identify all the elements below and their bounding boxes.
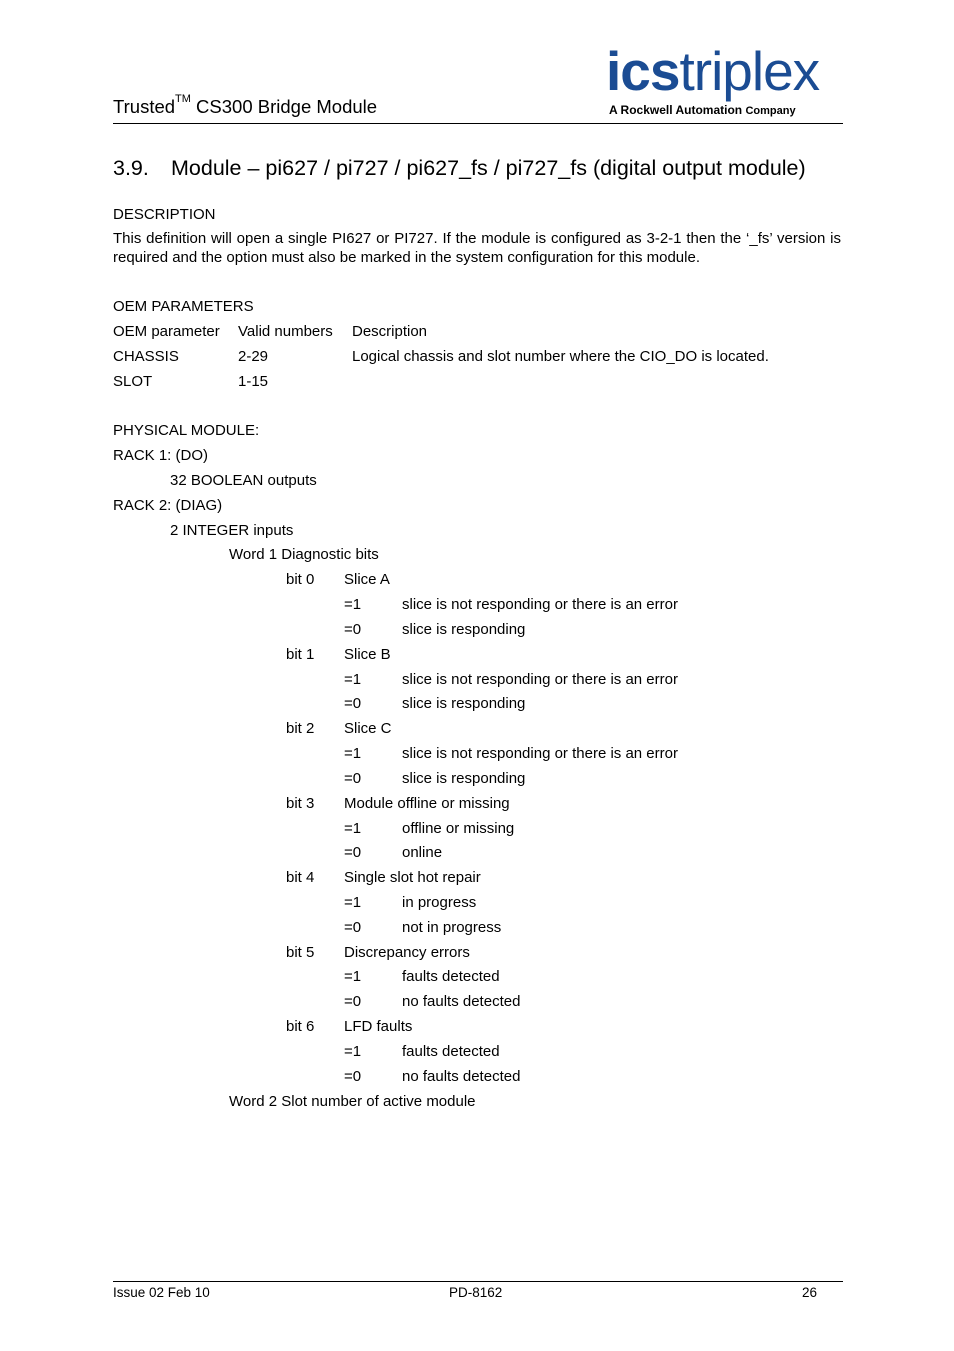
bit-value-meaning: offline or missing — [402, 820, 515, 837]
bit-label: bit 2 — [286, 720, 315, 737]
logo-tagline-text: A Rockwell Automation — [609, 103, 743, 117]
section-title: Module – pi627 / pi727 / pi627_fs / pi727_fs (digital output module) — [171, 156, 806, 180]
header-divider — [113, 123, 843, 124]
oem-row-chassis-param: CHASSIS — [113, 348, 179, 365]
oem-row-slot-range: 1-15 — [238, 373, 269, 390]
bit-value-code: =1 — [344, 671, 362, 688]
ics-triplex-logo — [606, 40, 842, 120]
bit-name: Module offline or missing — [344, 795, 510, 812]
bit-value-code: =1 — [344, 968, 362, 985]
bit-value-code: =0 — [344, 844, 362, 861]
bit-value-code: =0 — [344, 919, 362, 936]
bit-value-code: =0 — [344, 770, 362, 787]
logo-wordmark — [606, 40, 820, 102]
bit-value-meaning: faults detected — [402, 968, 500, 985]
title-suffix: CS300 Bridge Module — [190, 96, 378, 117]
footer-divider — [113, 1281, 843, 1282]
logo-company: Company — [745, 105, 796, 117]
rack1-label: RACK 1: (DO) — [113, 447, 209, 464]
bit-label: bit 0 — [286, 571, 315, 588]
logo-tagline — [609, 103, 796, 117]
description-text: This definition will open a single PI627 or PI727. If the module is configured as 3-2-1 then the ‘_fs’ version is required and the option must also be marked in the system configuration for this module. — [113, 230, 841, 266]
bit-label: bit 5 — [286, 944, 315, 961]
bit-value-meaning: slice is responding — [402, 695, 526, 712]
bit-label: bit 4 — [286, 869, 315, 886]
word1-label: Word 1 Diagnostic bits — [229, 546, 379, 563]
oem-row-chassis-range: 2-29 — [238, 348, 269, 365]
bit-name: Discrepancy errors — [344, 944, 470, 961]
oem-col-parameter: OEM parameter — [113, 323, 220, 340]
bit-name: LFD faults — [344, 1018, 413, 1035]
footer-doc-number: PD-8162 — [449, 1285, 503, 1300]
physical-heading: PHYSICAL MODULE: — [113, 422, 260, 439]
logo-ics: ics — [606, 40, 680, 102]
oem-heading: OEM PARAMETERS — [113, 298, 254, 315]
bit-value-meaning: faults detected — [402, 1043, 500, 1060]
trademark-superscript: TM — [175, 93, 191, 105]
section-heading — [113, 156, 806, 181]
bit-value-meaning: no faults detected — [402, 993, 521, 1010]
bit-name: Single slot hot repair — [344, 869, 481, 886]
bit-value-meaning: slice is not responding or there is an error — [402, 745, 678, 762]
bit-name: Slice A — [344, 571, 390, 588]
bit-value-meaning: online — [402, 844, 443, 861]
bit-value-code: =0 — [344, 1068, 362, 1085]
title-prefix: Trusted — [113, 96, 176, 117]
bit-value-meaning: in progress — [402, 894, 477, 911]
bit-name: Slice C — [344, 720, 392, 737]
oem-col-valid-numbers: Valid numbers — [238, 323, 333, 340]
bit-label: bit 3 — [286, 795, 315, 812]
bit-name: Slice B — [344, 646, 391, 663]
logo-triplex: triplex — [679, 40, 820, 102]
section-number: 3.9. — [113, 156, 149, 180]
footer-page-number: 26 — [802, 1285, 818, 1300]
bit-value-code: =1 — [344, 1043, 362, 1060]
oem-col-description: Description — [352, 323, 428, 340]
bit-value-meaning: slice is responding — [402, 621, 526, 638]
document-title — [113, 93, 378, 118]
bit-value-code: =1 — [344, 894, 362, 911]
rack2-label: RACK 2: (DIAG) — [113, 497, 223, 514]
bit-value-code: =1 — [344, 820, 362, 837]
bit-value-code: =0 — [344, 695, 362, 712]
bit-value-meaning: slice is not responding or there is an error — [402, 596, 678, 613]
bit-value-meaning: not in progress — [402, 919, 502, 936]
oem-row-chassis-desc: Logical chassis and slot number where the CIO_DO is located. — [352, 348, 769, 365]
word2-label: Word 2 Slot number of active module — [229, 1093, 476, 1110]
rack1-outputs: 32 BOOLEAN outputs — [170, 472, 317, 489]
bit-value-meaning: slice is not responding or there is an error — [402, 671, 678, 688]
bit-value-meaning: slice is responding — [402, 770, 526, 787]
oem-row-slot-param: SLOT — [113, 373, 153, 390]
bit-value-code: =1 — [344, 596, 362, 613]
rack2-inputs: 2 INTEGER inputs — [170, 522, 294, 539]
description-heading: DESCRIPTION — [113, 206, 216, 223]
footer-issue: Issue 02 Feb 10 — [113, 1285, 210, 1300]
bit-label: bit 6 — [286, 1018, 315, 1035]
bit-label: bit 1 — [286, 646, 315, 663]
bit-value-code: =0 — [344, 621, 362, 638]
bit-value-code: =1 — [344, 745, 362, 762]
bit-value-meaning: no faults detected — [402, 1068, 521, 1085]
bit-value-code: =0 — [344, 993, 362, 1010]
